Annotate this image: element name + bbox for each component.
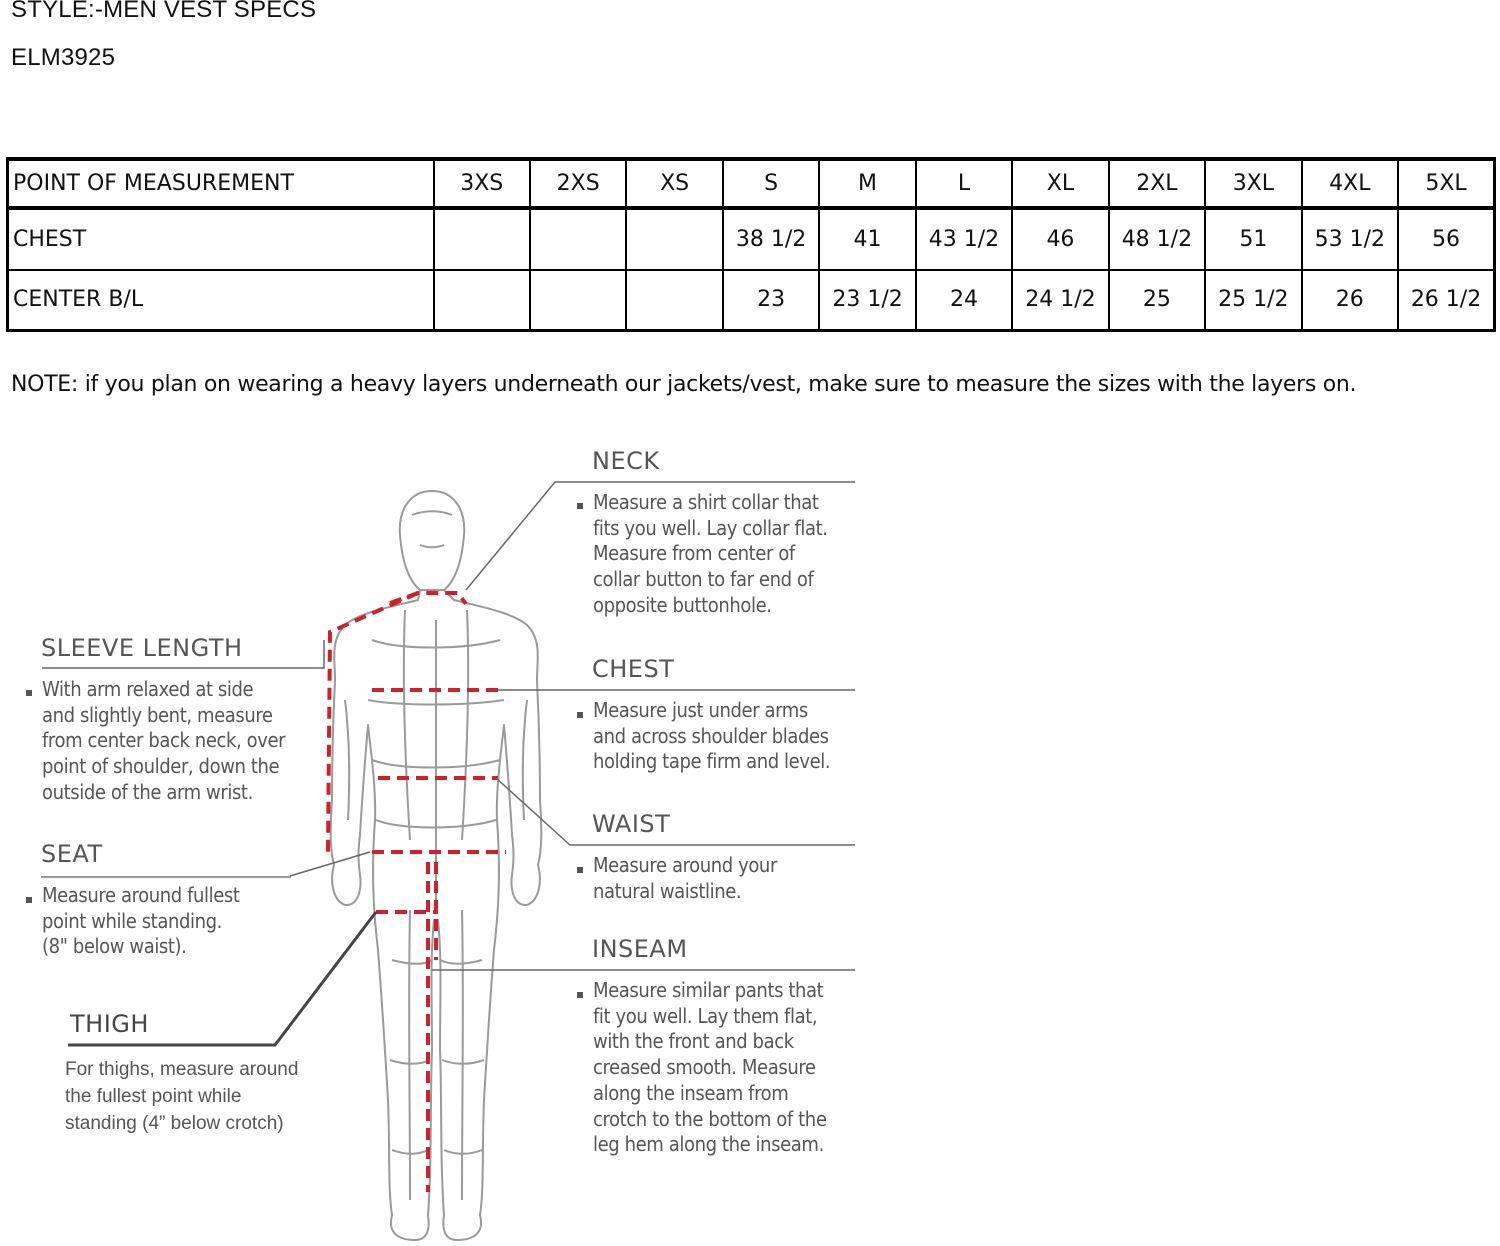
bullet-icon xyxy=(577,712,583,718)
bullet-icon xyxy=(26,897,32,903)
table-cell: 23 1/2 xyxy=(819,270,915,331)
header-size: L xyxy=(916,159,1012,208)
waist-heading: WAIST xyxy=(592,810,671,838)
neck-measure-line xyxy=(390,593,466,604)
table-cell: 26 xyxy=(1302,270,1398,331)
layering-note: NOTE: if you plan on wearing a heavy layers underneath our jackets/vest, make sure to measure the sizes with the layers on. xyxy=(11,372,1357,397)
table-cell: 38 1/2 xyxy=(723,208,819,269)
style-title: STYLE:-MEN VEST SPECS xyxy=(11,0,317,23)
inseam-description: Measure similar pants that fit you well. Lay them flat, with the front and back creased smooth. Measure along the inseam from crotch to the bottom of the leg hem along the inseam. xyxy=(593,978,827,1157)
table-cell: 43 1/2 xyxy=(916,208,1012,269)
sleeve-length-description: With arm relaxed at side and slightly bent, measure from center back neck, over point of shoulder, down the outside of the arm wrist. xyxy=(42,677,286,804)
thigh-description: For thighs, measure around the fullest point while standing (4” below crotch) xyxy=(65,1059,299,1134)
chest-description: Measure just under arms and across shoulder blades holding tape firm and level. xyxy=(593,698,831,774)
seat-description: Measure around fullest point while standing. (8" below waist). xyxy=(42,883,240,959)
header-size: 5XL xyxy=(1398,159,1494,208)
table-cell: 46 xyxy=(1012,208,1108,269)
header-size: S xyxy=(723,159,819,208)
table-cell: 41 xyxy=(819,208,915,269)
seat-rule xyxy=(41,876,291,878)
table-cell: 23 xyxy=(723,270,819,331)
neck-heading: NECK xyxy=(592,447,660,475)
bullet-icon xyxy=(26,690,32,696)
measurement-lines xyxy=(328,593,506,1192)
chest-heading: CHEST xyxy=(592,655,675,683)
header-size: M xyxy=(819,159,915,208)
table-cell: 26 1/2 xyxy=(1398,270,1494,331)
table-cell: 51 xyxy=(1205,208,1301,269)
table-cell: 48 1/2 xyxy=(1109,208,1205,269)
header-size: XS xyxy=(626,159,722,208)
table-cell: 56 xyxy=(1398,208,1494,269)
table-cell: 24 1/2 xyxy=(1012,270,1108,331)
sleeve-length-heading: SLEEVE LENGTH xyxy=(41,634,243,662)
header-size: 3XL xyxy=(1205,159,1301,208)
header-size: 2XL xyxy=(1109,159,1205,208)
inseam-heading: INSEAM xyxy=(592,935,688,963)
table-cell: 25 1/2 xyxy=(1205,270,1301,331)
header-size: 2XS xyxy=(530,159,626,208)
header-size: 3XS xyxy=(434,159,530,208)
table-cell: 24 xyxy=(916,270,1012,331)
waist-description: Measure around your natural waistline. xyxy=(593,853,777,903)
bullet-icon xyxy=(577,867,583,873)
seat-heading: SEAT xyxy=(41,840,103,868)
style-code: ELM3925 xyxy=(11,44,116,71)
neck-description: Measure a shirt collar that fits you well. Lay collar flat. Measure from center of collar button to far end of opposite buttonhole. xyxy=(593,490,828,617)
header-size: XL xyxy=(1012,159,1108,208)
header-size: 4XL xyxy=(1302,159,1398,208)
thigh-heading: THIGH xyxy=(70,1010,149,1038)
header-point-of-measurement: POINT OF MEASUREMENT xyxy=(8,159,434,208)
row-label-chest: CHEST xyxy=(8,208,434,269)
table-cell: 25 xyxy=(1109,270,1205,331)
row-label-center-bl: CENTER B/L xyxy=(8,270,434,331)
bullet-icon xyxy=(577,992,583,998)
table-cell: 53 1/2 xyxy=(1302,208,1398,269)
bullet-icon xyxy=(577,503,583,509)
